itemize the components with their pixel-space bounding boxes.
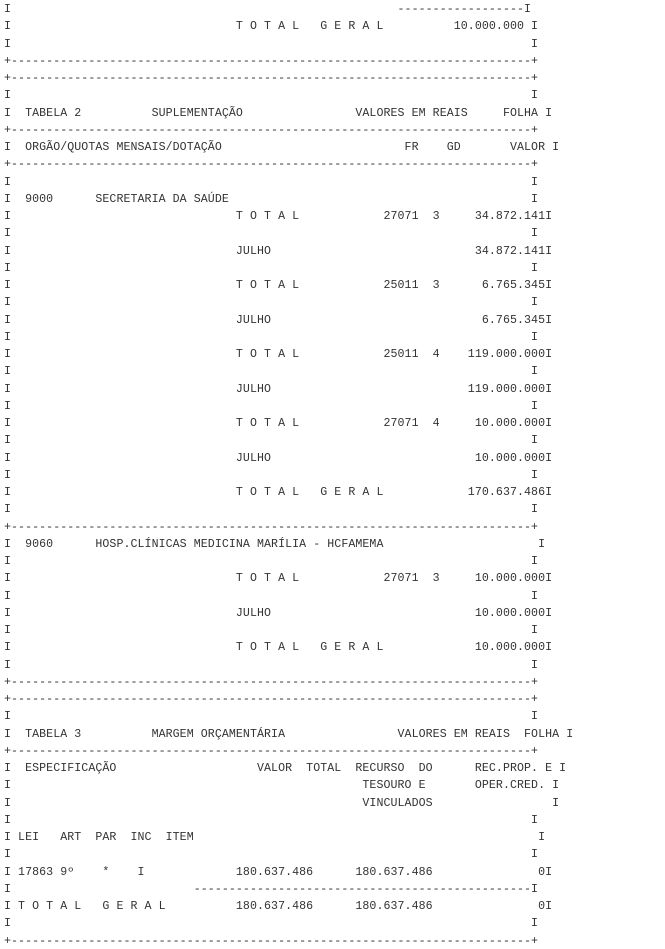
orgao-9060-title: I 9060 HOSP.CLÍNICAS MEDICINA MARÍLIA - HCFAMEMA I — [4, 537, 546, 551]
report-line: I I — [4, 399, 539, 413]
report-line: I I — [4, 37, 539, 51]
report-line: I I — [4, 330, 539, 344]
orgao-9000-total-geral: I T O T A L G E R A L 170.637.486I — [4, 486, 553, 499]
separator-line: +--------------------------------------------------------------------------+ — [4, 693, 539, 706]
report-line: I I — [4, 917, 539, 931]
table-row: I 17863 9º * I 180.637.486 180.637.486 0I — [4, 865, 553, 879]
report-line: I I — [4, 89, 539, 103]
report-line-total-geral: I T O T A L G E R A L 10.000.000 I — [4, 20, 539, 34]
separator-line: +--------------------------------------------------------------------------+ — [4, 54, 539, 68]
report-line: I I — [4, 468, 539, 482]
orgao-9000-title: I 9000 SECRETARIA DA SAÚDE I — [4, 192, 539, 206]
report-line: I I — [4, 296, 539, 310]
report-line: I I — [4, 555, 539, 568]
table-row: I T O T A L 27071 4 10.000.000I — [4, 417, 553, 430]
separator-line: +--------------------------------------------------------------------------+ — [4, 675, 539, 689]
table-3-total-geral: I T O T A L G E R A L 180.637.486 180.637.486 0I — [4, 900, 553, 913]
table-row: I T O T A L 27071 3 34.872.141I — [4, 210, 553, 223]
table-row: I JULHO 119.000.000I — [4, 382, 553, 396]
table-3-column-headers: I ESPECIFICAÇÃO VALOR TOTAL RECURSO DO REC.PROP. E I — [4, 762, 567, 775]
table-3-column-headers: I TESOURO E OPER.CRED. I — [4, 779, 560, 793]
report-line: I I — [4, 848, 539, 862]
table-3-subheaders: I LEI ART PAR INC ITEM I — [4, 831, 546, 844]
separator-line: +--------------------------------------------------------------------------+ — [4, 123, 539, 137]
table-row: I JULHO 6.765.345I — [4, 313, 553, 327]
table-row: I T O T A L 25011 4 119.000.000I — [4, 348, 553, 361]
table-2-header: I TABELA 2 SUPLEMENTAÇÃO VALORES EM REAIS FOLHA I — [4, 106, 553, 120]
table-row: I JULHO 34.872.141I — [4, 244, 553, 258]
separator-line: +--------------------------------------------------------------------------+ — [4, 72, 539, 85]
table-row: I JULHO 10.000.000I — [4, 606, 553, 620]
orgao-9060-total-geral: I T O T A L G E R A L 10.000.000I — [4, 641, 553, 655]
report-line: I I — [4, 589, 539, 603]
report-line: I I — [4, 365, 539, 379]
report-line: I I — [4, 813, 539, 827]
table-row: I JULHO 10.000.000I — [4, 451, 553, 465]
table-row: I T O T A L 27071 3 10.000.000I — [4, 572, 553, 586]
table-2-column-headers: I ORGÃO/QUOTAS MENSAIS/DOTAÇÃO FR GD VALOR I — [4, 141, 560, 154]
separator-line: +--------------------------------------------------------------------------+ — [4, 934, 539, 948]
separator-line: +--------------------------------------------------------------------------+ — [4, 744, 539, 758]
report-line: I I — [4, 624, 539, 637]
separator-line: +--------------------------------------------------------------------------+ — [4, 520, 539, 534]
table-3-column-headers: I VINCULADOS I — [4, 796, 560, 810]
report-line: I I — [4, 175, 539, 189]
table-row: I T O T A L 25011 3 6.765.345I — [4, 279, 553, 292]
report-line: I I — [4, 261, 539, 275]
report-line: I I — [4, 227, 539, 241]
report-line: I I — [4, 710, 539, 724]
table-3-header: I TABELA 3 MARGEM ORÇAMENTÁRIA VALORES EM REAIS FOLHA I — [4, 727, 574, 741]
budget-report-text — [4, 1, 573, 949]
report-line: I I — [4, 658, 539, 672]
total-separator-line: I ------------------------------------------------I — [4, 882, 539, 896]
report-line: I I — [4, 503, 539, 517]
report-line: I ------------------I — [4, 3, 532, 16]
report-line: I I — [4, 434, 539, 448]
separator-line: +--------------------------------------------------------------------------+ — [4, 158, 539, 172]
